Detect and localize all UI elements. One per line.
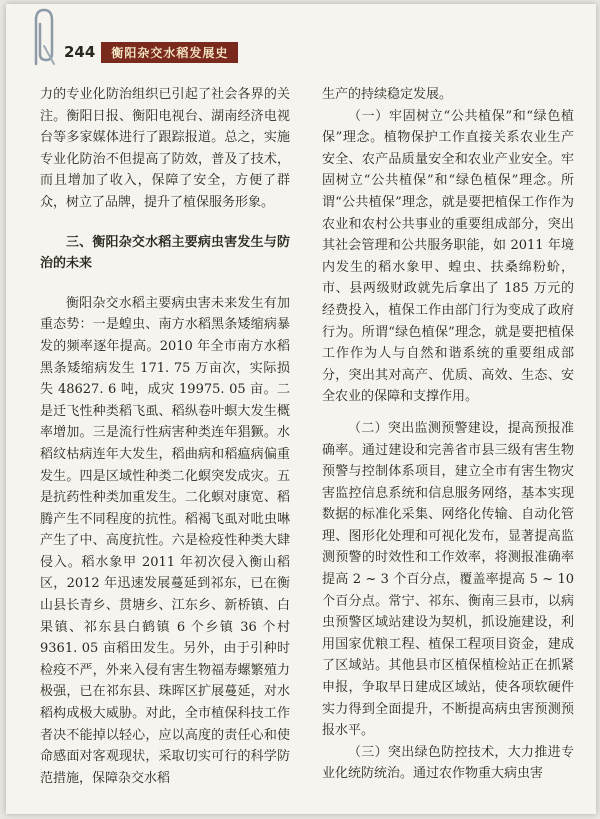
paragraph: （二）突出监测预警建设，提高预报准确率。通过建设和完善省市县三级有害生物预警与控制体系项目，建立全市有害生物灾害监控信息系统和信息服务网络，基本实现数据的标准化采集、网络化传输、自动化管理、图形化处理和可视化发布，显著提高监测预警的时效性和工作效率，将测报准确率提高 2 ~ 3 个百分点，覆盖率提高 5 ~ 10 个百分点。常宁、祁东、衡南三县市，以病虫预警区域站建设为契机，抓设施建设，利用国家优粮工程、植保工程项目资金，建成了区域站。其他县市区植保植检站正在抓紧申报，争取早日建成区域站，使各项软硬件实力得到全面提升，不断提高病虫害预测预报水平。: [322, 420, 574, 739]
book-title: 衡阳杂交水稻发展史: [101, 42, 238, 63]
spacer: [322, 408, 574, 418]
paperclip-icon: [24, 6, 60, 68]
paragraph: 力的专业化防治组织已引起了社会各界的关注。衡阳日报、衡阳电视台、湖南经济电视台等多家媒体进行了跟踪报道。总之，实施专业化防治不但提高了防效，普及了技术，而且增加了收入，保障了安全，方便了群众，树立了品牌，提升了植保服务形象。: [40, 87, 290, 210]
paragraph: （三）突出绿色防控技术，大力推进专业化统防统治。通过农作物重大病虫害: [322, 744, 574, 782]
book-page: [6, 4, 596, 814]
paragraph: （一）牢固树立“公共植保”和“绿色植保”理念。植物保护工作直接关系农业生产安全、农产品质量安全和农业产业安全。牢固树立“公共植保”和“绿色植保”理念。所谓“公共植保”理念，就是要把植保工作作为农业和农村公共事业的重要组成部分，突出其社会管理和公共服务职能，如 2011 年境内发生的稻水象甲、蝗虫、扶桑绵粉蚧，市、县两级财政就先后拿出了 185 万元的经费投入，植保工作由部门行为变成了政府行为。所谓“绿色植保”理念，就是要把植保工作作为人与自然和谐系统的重要组成部分，突出其对高产、优质、高效、生态、安全农业的保障和支撑作用。: [322, 108, 574, 405]
right-column: [322, 84, 574, 785]
page-number: 244: [64, 43, 96, 61]
left-column: [40, 84, 290, 789]
running-header: [64, 42, 284, 62]
paragraph: 生产的持续稳定发展。: [322, 87, 453, 102]
paragraph: 衡阳杂交水稻主要病虫害未来发生有加重态势：一是蝗虫、南方水稻黑条矮缩病暴发的频率逐年提高。2010 年全市南方水稻黑条矮缩病发生 171. 75 万亩次，实际损失 48627. 6 吨，成灾 19975. 05 亩。二是迁飞性种类稻飞虱、稻纵卷叶螟大发生概率增加。三是流行性病害种类连年猖獗。水稻纹枯病连年大发生，稻曲病和稻瘟病偏重发生。四是区域性种类二化螟突发成灾。五是抗药性种类加重发生。二化螟对康宽、稻腾产生不同程度的抗性。稻褐飞虱对吡虫啉产生了中、高度抗性。六是检疫性种类大肆侵入。稻水象甲 2011 年初次侵入衡山稻区，2012 年迅速发展蔓延到祁东，已在衡山县长青乡、贯塘乡、江东乡、新桥镇、白果镇、祁东县白鹤镇 6 个乡镇 36 个村 9361. 05 亩稻田发生。另外，由于引种时检疫不严，外来入侵有害生物福寿螺繁殖力极强，已在祁东县、珠晖区扩展蔓延，对水稻构成极大威胁。对此，全市植保科技工作者决不能掉以轻心，应以高度的责任心和使命感面对客观现状，采取切实可行的科学防范措施，保障杂交水稻: [40, 295, 290, 786]
section-heading: 三、衡阳杂交水稻主要病虫害发生与防治的未来: [40, 234, 290, 272]
